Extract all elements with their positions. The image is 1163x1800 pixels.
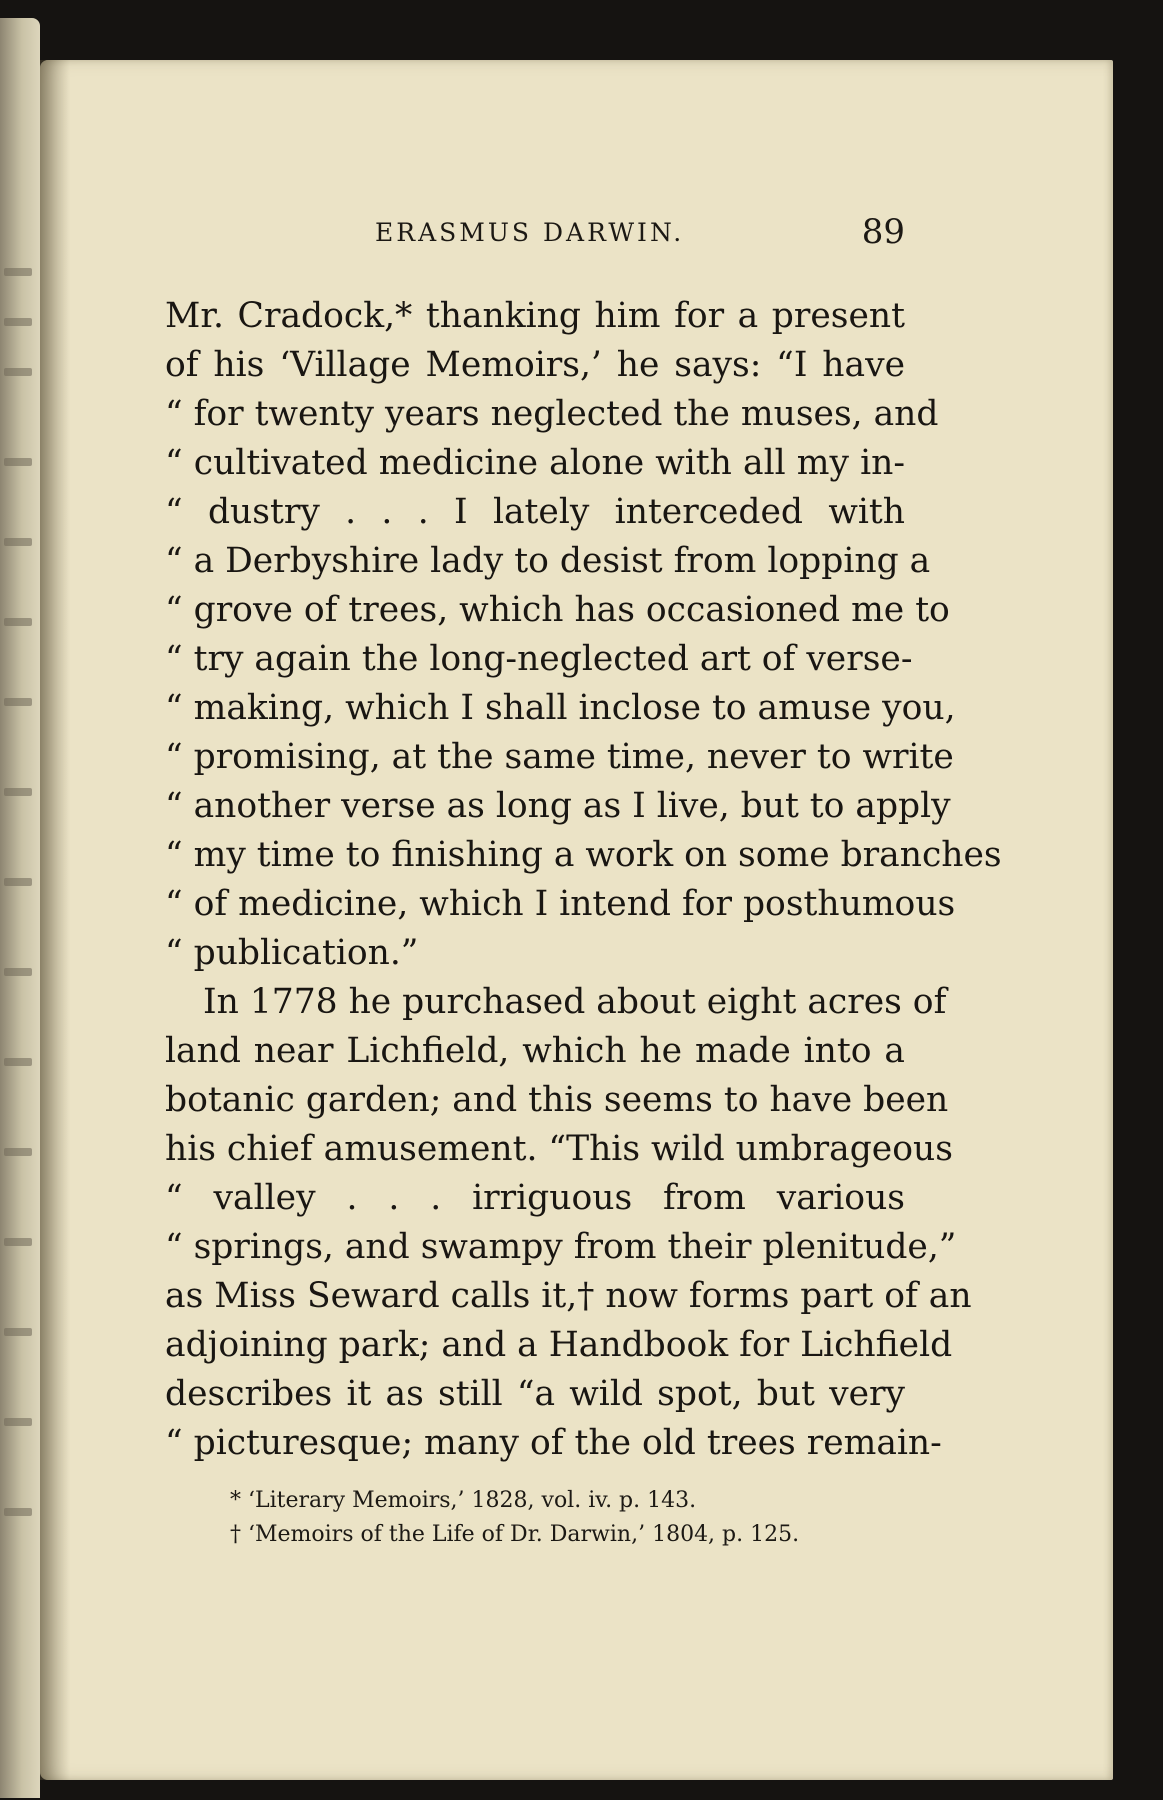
text-line: “ picturesque; many of the old trees remain-	[165, 1423, 942, 1463]
spine-shadow	[40, 60, 70, 1780]
text-line: “ another verse as long as I live, but to apply	[165, 786, 951, 826]
footnote: † ‘Memoirs of the Life of Dr. Darwin,’ 1804, p. 125.	[230, 1522, 800, 1547]
text-line: as Miss Seward calls it,† now forms part of an	[165, 1276, 972, 1316]
text-line: “ publication.”	[165, 933, 419, 973]
body-text	[165, 292, 1002, 1468]
text-line: “ making, which I shall inclose to amuse you,	[165, 688, 956, 728]
footnote: * ‘Literary Memoirs,’ 1828, vol. iv. p. 143.	[230, 1488, 697, 1513]
text-line: “ for twenty years neglected the muses, and	[165, 394, 939, 434]
footnotes	[230, 1484, 850, 1552]
page-number: 89	[861, 212, 905, 252]
text-line: “ grove of trees, which has occasioned me to	[165, 590, 950, 630]
paragraph-start-line: In 1778 he purchased about eight acres of	[203, 982, 947, 1022]
text-line: “ dustry . . . I lately interceded with	[165, 492, 905, 532]
text-line: land near Lichfield, which he made into a	[165, 1031, 905, 1071]
text-line: “ promising, at the same time, never to write	[165, 737, 954, 777]
text-line: “ cultivated medicine alone with all my in-	[165, 443, 905, 483]
text-line: “ a Derbyshire lady to desist from lopping a	[165, 541, 931, 581]
text-line: his chief amusement. “This wild umbrageous	[165, 1129, 953, 1169]
page-header	[165, 212, 905, 260]
text-line: “ valley . . . irriguous from various	[165, 1178, 905, 1218]
text-line: “ of medicine, which I intend for posthumous	[165, 884, 956, 924]
text-line: botanic garden; and this seems to have been	[165, 1080, 949, 1120]
adjacent-page-edge	[0, 18, 40, 1798]
text-line: adjoining park; and a Handbook for Lichfield	[165, 1325, 953, 1365]
text-line: “ try again the long-neglected art of verse-	[165, 639, 913, 679]
running-title: ERASMUS DARWIN.	[375, 218, 685, 247]
text-line: describes it as still “a wild spot, but very	[165, 1374, 905, 1414]
text-line: of his ‘Village Memoirs,’ he says: “I have	[165, 345, 905, 385]
text-line: “ springs, and swampy from their plenitude,”	[165, 1227, 957, 1267]
text-line: Mr. Cradock,* thanking him for a present	[165, 296, 905, 336]
text-line: “ my time to finishing a work on some branches	[165, 835, 1002, 875]
